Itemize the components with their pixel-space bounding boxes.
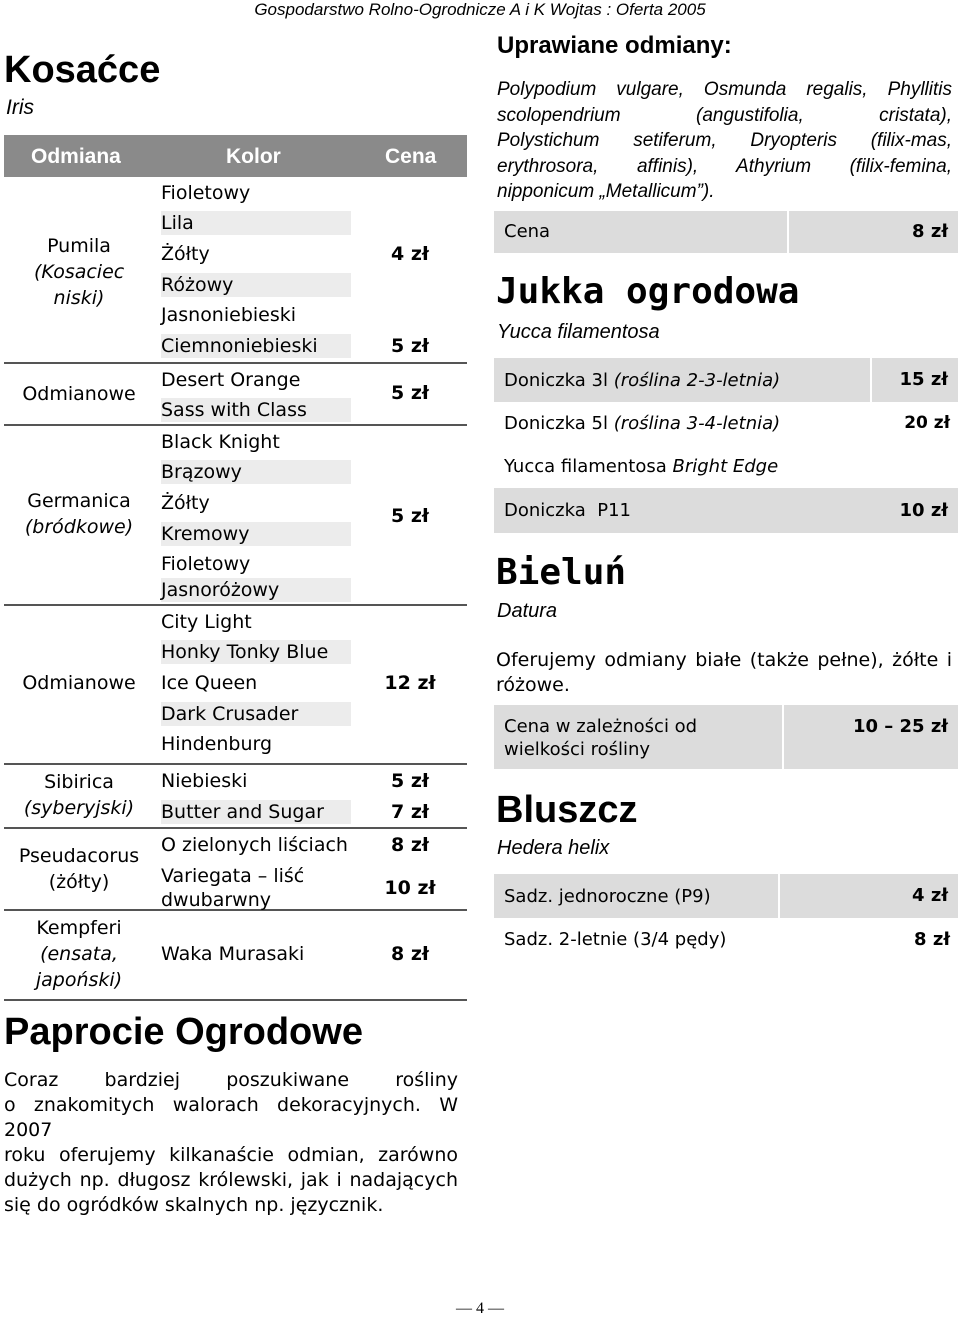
yucca-title: Jukka ogrodowa: [496, 271, 800, 312]
list-item: Jasnoróżowy: [161, 578, 351, 602]
list-item: Variegata – liść: [161, 865, 305, 887]
yucca-latin: Yucca filamentosa: [497, 321, 660, 343]
price: 10 zł: [384, 877, 436, 899]
table-row-pseudacorus: [4, 829, 467, 911]
list-item: Ciemnoniebieski: [161, 334, 351, 358]
list-item: Żółty: [161, 492, 210, 514]
page-header: Gospodarstwo Rolno-Ogrodnicze A i K Wojtas : Oferta 2005: [254, 0, 706, 19]
ferns-price-row: [494, 211, 958, 253]
ferns-description: Coraz bardziej poszukiwane rośliny o znakomitych walorach dekoracyjnych. W 2007 roku oferujemy kilkanaście odmian, zarówno dużych np. długosz królewski, jak i nadających się do ogródków skalnych np. języcznik.: [4, 1069, 458, 1216]
table-row-odmianowe-2: [4, 606, 467, 765]
list-item: Butter and Sugar: [161, 800, 351, 824]
group-name: Germanica (bródkowe): [24, 490, 134, 538]
datura-price-row: Cena w zależności od wielkości rośliny 10 – 25 zł: [494, 705, 958, 769]
group-name: Kempferi (ensata, japoński): [35, 917, 123, 991]
list-item: Desert Orange: [161, 369, 301, 391]
price: 8 zł: [914, 929, 950, 950]
list-item: City Light: [161, 611, 252, 633]
iris-title: Kosaćce: [4, 49, 161, 91]
price: 15 zł: [899, 369, 948, 390]
varieties-title: Uprawiane odmiany:: [497, 32, 732, 59]
yucca-row-3l: Doniczka 3l (roślina 2-3-letnia) 15 zł: [494, 358, 958, 402]
table-row-kempferi: [4, 911, 467, 1001]
price: 8 zł: [391, 943, 429, 965]
datura-latin: Datura: [497, 600, 558, 622]
iris-latin: Iris: [6, 96, 34, 119]
list-item: Brązowy: [161, 460, 351, 484]
list-item: Kremowy: [161, 522, 351, 546]
price: 7 zł: [391, 801, 429, 823]
list-item: Różowy: [161, 273, 351, 297]
price: 8 zł: [912, 221, 948, 242]
price: 5 zł: [391, 770, 429, 792]
ivy-row-2: Sadz. 2-letnie (3/4 pędy): [504, 929, 727, 950]
ivy-title: Bluszcz: [496, 789, 638, 831]
list-item: Żółty: [161, 243, 210, 265]
price: 4 zł: [912, 885, 948, 906]
price: 20 zł: [904, 413, 950, 433]
page-number: — 4 —: [456, 1300, 504, 1317]
table-row-pumila: [4, 177, 467, 364]
price: 10 – 25 zł: [852, 716, 948, 737]
list-item: Sass with Class: [161, 398, 351, 422]
price: 8 zł: [391, 834, 429, 856]
list-item: Fioletowy: [161, 182, 251, 204]
datura-title: Bieluń: [496, 552, 627, 593]
group-name: Odmianowe: [22, 672, 136, 694]
group-name: Pseudacorus (żółty): [18, 845, 140, 893]
group-name: Sibirica (syberyjski): [23, 771, 135, 819]
iris-table-header: [4, 135, 467, 177]
price: 5 zł: [391, 335, 429, 357]
price: 4 zł: [391, 243, 429, 265]
col-odmiana: Odmiana: [31, 145, 121, 168]
ivy-row-1: Sadz. jednoroczne (P9) 4 zł: [494, 874, 958, 918]
varieties-list: Polypodium vulgare, Osmunda regalis, Phyllitis scolopendrium (angustifolia, cristata), Polystichum setiferum, Dryopteris (filix-mas, erythrosora, affinis), Athyrium (filix-femina, nipponicum „Metallicum”).: [497, 79, 952, 202]
price-label: Cena: [504, 221, 551, 242]
list-item: Honky Tonky Blue: [161, 640, 351, 664]
iris-table: [4, 135, 467, 1001]
list-item: Waka Murasaki: [161, 943, 305, 965]
table-row-odmianowe: [4, 364, 467, 426]
list-item: Lila: [161, 211, 351, 235]
list-item: dwubarwny: [161, 889, 271, 911]
yucca-variety: Yucca filamentosa Bright Edge: [504, 456, 779, 477]
group-name: Pumila (Kosaciec niski): [34, 235, 125, 309]
list-item: Black Knight: [161, 431, 280, 453]
col-kolor: Kolor: [226, 145, 281, 168]
ferns-title: Paprocie Ogrodowe: [4, 1011, 363, 1053]
table-row-germanica: [4, 426, 467, 606]
yucca-row-5l: Doniczka 5l (roślina 3-4-letnia): [504, 413, 781, 434]
price: 10 zł: [899, 500, 948, 521]
ivy-latin: Hedera helix: [497, 837, 610, 859]
price: 5 zł: [391, 382, 429, 404]
table-row-sibirica: [4, 765, 467, 829]
list-item: O zielonych liściach: [161, 834, 348, 856]
list-item: Hindenburg: [161, 733, 273, 755]
list-item: Jasnoniebieski: [161, 304, 297, 326]
price: 12 zł: [384, 672, 436, 694]
list-item: Ice Queen: [161, 672, 258, 694]
yucca-row-p11: Doniczka P11 10 zł: [494, 488, 958, 533]
list-item: Dark Crusader: [161, 702, 351, 726]
price: 5 zł: [391, 505, 429, 527]
group-name: Odmianowe: [22, 383, 136, 405]
datura-description: Oferujemy odmiany białe (także pełne), żółte i różowe.: [496, 649, 952, 696]
list-item: Niebieski: [161, 770, 248, 792]
col-cena: Cena: [385, 145, 437, 168]
list-item: Fioletowy: [161, 553, 251, 575]
